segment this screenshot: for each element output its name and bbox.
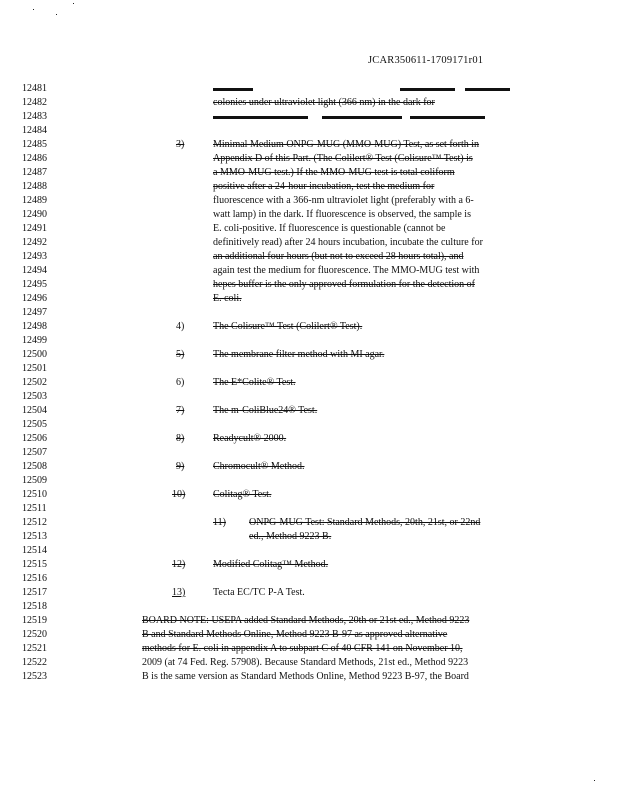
- line-number: 12484: [22, 125, 47, 136]
- document-id: JCAR350611-1709171r01: [368, 55, 484, 66]
- item-marker: 10): [172, 489, 186, 500]
- item3-line: E. coli-positive. If fluorescence is questionable (cannot be: [213, 223, 446, 234]
- item-marker: 12): [172, 559, 186, 570]
- line-number: 12522: [22, 657, 47, 668]
- line-number: 12502: [22, 377, 47, 388]
- item3-line: hepes buffer is the only approved formulation for the detection of: [213, 279, 475, 290]
- item3-line: positive after a 24-hour incubation, test the medium for: [213, 181, 435, 192]
- scan-speck: [594, 780, 595, 781]
- line-number: 12492: [22, 237, 47, 248]
- line-number: 12517: [22, 587, 47, 598]
- line-number: 12501: [22, 363, 47, 374]
- line-number: 12510: [22, 489, 47, 500]
- scan-speck: [73, 3, 74, 4]
- redaction-mark: [465, 88, 510, 91]
- item-marker: 9): [176, 461, 185, 472]
- line-number: 12486: [22, 153, 47, 164]
- line-number: 12495: [22, 279, 47, 290]
- item-text: Readycult® 2000.: [213, 433, 287, 444]
- line-number: 12499: [22, 335, 47, 346]
- item-marker: 4): [176, 321, 185, 332]
- line-number: 12485: [22, 139, 47, 150]
- item-marker: 6): [176, 377, 185, 388]
- item11-line: ONPG-MUG Test: Standard Methods, 20th, 21st, or 22nd: [249, 517, 481, 528]
- item3-line: a MMO-MUG test.) If the MMO-MUG test is total coliform: [213, 167, 455, 178]
- line-number: 12500: [22, 349, 47, 360]
- line-number: 12519: [22, 615, 47, 626]
- redaction-mark: [400, 88, 455, 91]
- item-text: Modified Colitag™ Method.: [213, 559, 329, 570]
- line-number: 12489: [22, 195, 47, 206]
- line-number: 12518: [22, 601, 47, 612]
- board-note-line: methods for E. coli in appendix A to subpart C of 40 CFR 141 on November 10,: [142, 643, 463, 654]
- line-number: 12506: [22, 433, 47, 444]
- line-number: 12487: [22, 167, 47, 178]
- item3-line: Minimal Medium ONPG-MUG (MMO-MUG) Test, as set forth in: [213, 139, 480, 150]
- item3-line: fluorescence with a 366-nm ultraviolet light (preferably with a 6-: [213, 195, 474, 206]
- item3-line: again test the medium for fluorescence. The MMO-MUG test with: [213, 265, 480, 276]
- line-number: 12497: [22, 307, 47, 318]
- line-number: 12523: [22, 671, 47, 682]
- item-marker: 13): [172, 587, 186, 598]
- line-number: 12504: [22, 405, 47, 416]
- line-number: 12520: [22, 629, 47, 640]
- redaction-mark: [322, 116, 402, 119]
- item-text: The E*Colite® Test.: [213, 377, 296, 388]
- item-text: Tecta EC/TC P-A Test.: [213, 587, 305, 598]
- item3-line: watt lamp) in the dark. If fluorescence is observed, the sample is: [213, 209, 471, 220]
- item-text: The Colisure™ Test (Colilert® Test).: [213, 321, 363, 332]
- intro-line: colonies under ultraviolet light (366 nm) in the dark for: [213, 97, 435, 108]
- line-number: 12503: [22, 391, 47, 402]
- line-number: 12505: [22, 419, 47, 430]
- item-marker: 11): [213, 517, 226, 528]
- line-number: 12481: [22, 83, 47, 94]
- item11-line: ed., Method 9223 B.: [249, 531, 332, 542]
- board-note-line: BOARD NOTE: USEPA added Standard Methods, 20th or 21st ed., Method 9223: [142, 615, 470, 626]
- line-number: 12512: [22, 517, 47, 528]
- item-marker: 8): [176, 433, 185, 444]
- redaction-mark: [213, 116, 308, 119]
- board-note-line: B and Standard Methods Online, Method 9223 B-97 as approved alternative: [142, 629, 448, 640]
- board-note-line: 2009 (at 74 Fed. Reg. 57908). Because Standard Methods, 21st ed., Method 9223: [142, 657, 469, 668]
- line-number: 12490: [22, 209, 47, 220]
- line-number: 12511: [22, 503, 47, 514]
- redaction-mark: [410, 116, 485, 119]
- line-number: 12491: [22, 223, 47, 234]
- line-number: 12521: [22, 643, 47, 654]
- line-number: 12498: [22, 321, 47, 332]
- item-text: The m-ColiBlue24® Test.: [213, 405, 318, 416]
- line-number: 12482: [22, 97, 47, 108]
- line-number: 12494: [22, 265, 47, 276]
- line-number: 12514: [22, 545, 47, 556]
- line-number: 12508: [22, 461, 47, 472]
- item-text: Colitag® Test.: [213, 489, 272, 500]
- scan-speck: [56, 14, 57, 15]
- line-number: 12493: [22, 251, 47, 262]
- item-marker: 7): [176, 405, 185, 416]
- item3-line: definitively read) after 24 hours incubation, incubate the culture for: [213, 237, 483, 248]
- item-marker: 3): [176, 139, 185, 150]
- item3-line: E. coli.: [213, 293, 242, 304]
- item3-line: Appendix D of this Part. (The Colilert® Test (Colisure™ Test) is: [213, 153, 473, 164]
- item-text: Chromocult® Method.: [213, 461, 305, 472]
- line-number: 12516: [22, 573, 47, 584]
- item-marker: 5): [176, 349, 185, 360]
- line-number: 12515: [22, 559, 47, 570]
- line-number: 12496: [22, 293, 47, 304]
- line-number: 12488: [22, 181, 47, 192]
- item3-line: an additional four hours (but not to exceed 28 hours total), and: [213, 251, 464, 262]
- line-number: 12513: [22, 531, 47, 542]
- scan-speck: [33, 9, 34, 10]
- board-note-line: B is the same version as Standard Methods Online, Method 9223 B-97, the Board: [142, 671, 469, 682]
- redaction-mark: [213, 88, 253, 91]
- line-number: 12483: [22, 111, 47, 122]
- line-number: 12507: [22, 447, 47, 458]
- line-number: 12509: [22, 475, 47, 486]
- item-text: The membrane filter method with MI agar.: [213, 349, 385, 360]
